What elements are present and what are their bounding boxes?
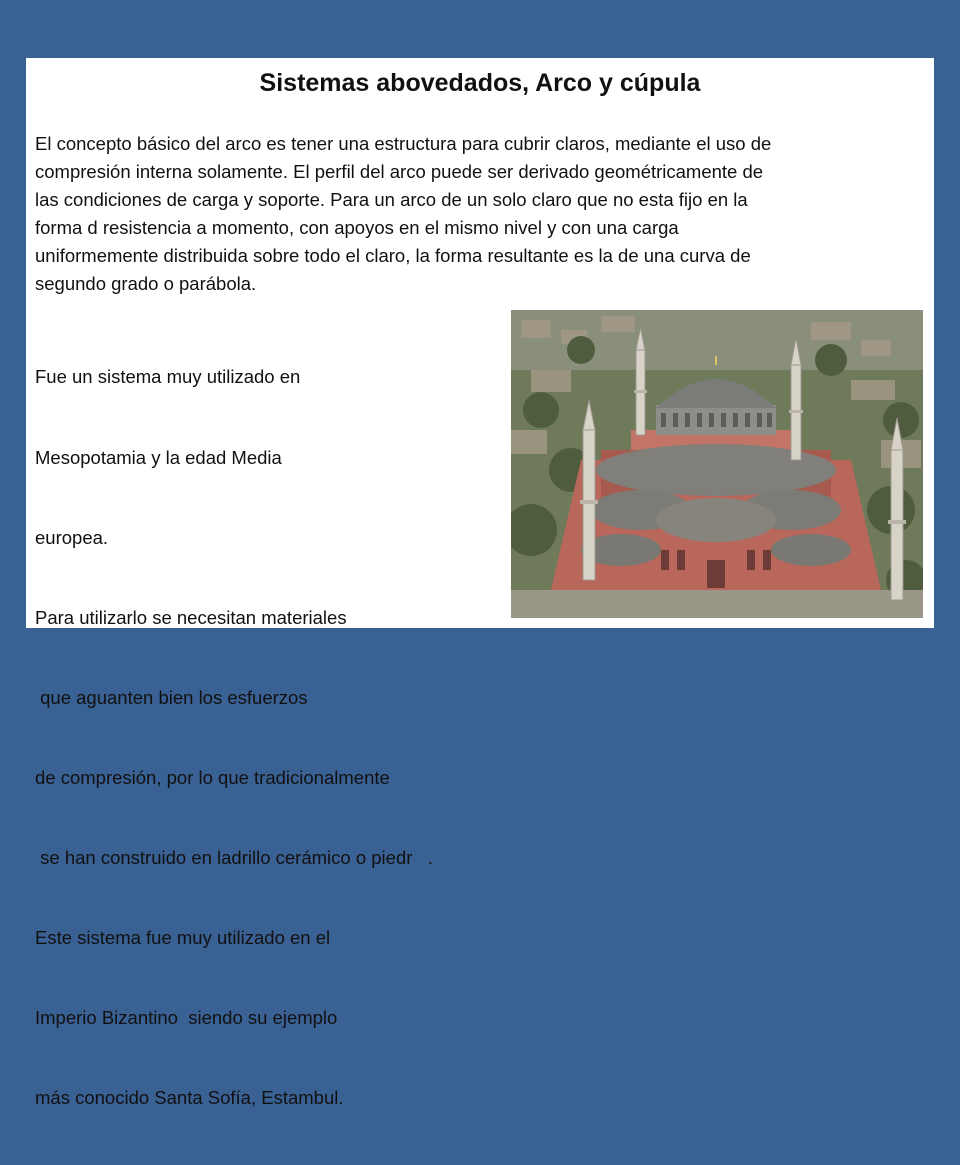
description-line: se han construido en ladrillo cerámico o piedr .: [35, 846, 433, 868]
description-line: Para utilizarlo se necesitan materiales: [35, 606, 347, 628]
description-line: europea.: [35, 526, 109, 548]
hagia-sophia-illustration: [511, 310, 923, 618]
intro-line: segundo grado o parábola.: [35, 273, 257, 294]
intro-line: las condiciones de carga y soporte. Para un arco de un solo claro que no esta fijo en la: [35, 189, 748, 210]
intro-line: El concepto básico del arco es tener una estructura para cubrir claros, mediante el uso de: [35, 133, 772, 154]
description-line: Fue un sistema muy utilizado en: [35, 366, 301, 388]
description-line: de compresión, por lo que tradicionalmente: [35, 766, 390, 788]
description-line: Mesopotamia y la edad Media: [35, 446, 282, 468]
slide-title: Sistemas abovedados, Arco y cúpula: [259, 69, 701, 97]
intro-paragraph: [35, 130, 927, 298]
intro-line: uniformemente distribuida sobre todo el claro, la forma resultante es la de una curva de: [35, 245, 751, 266]
hagia-sophia-photo: [511, 310, 923, 618]
description-line: Este sistema fue muy utilizado en el: [35, 927, 331, 949]
description-line: más conocido Santa Sofía, Estambul.: [35, 1087, 344, 1109]
description-line: Imperio Bizantino siendo su ejemplo: [35, 1007, 338, 1029]
slide: [26, 58, 934, 1109]
intro-line: forma d resistencia a momento, con apoyos en el mismo nivel y con una carga: [35, 217, 679, 238]
intro-line: compresión interna solamente. El perfil del arco puede ser derivado geométricamente de: [35, 161, 764, 182]
description-column: [35, 311, 515, 1165]
description-line: que aguanten bien los esfuerzos: [35, 686, 308, 708]
